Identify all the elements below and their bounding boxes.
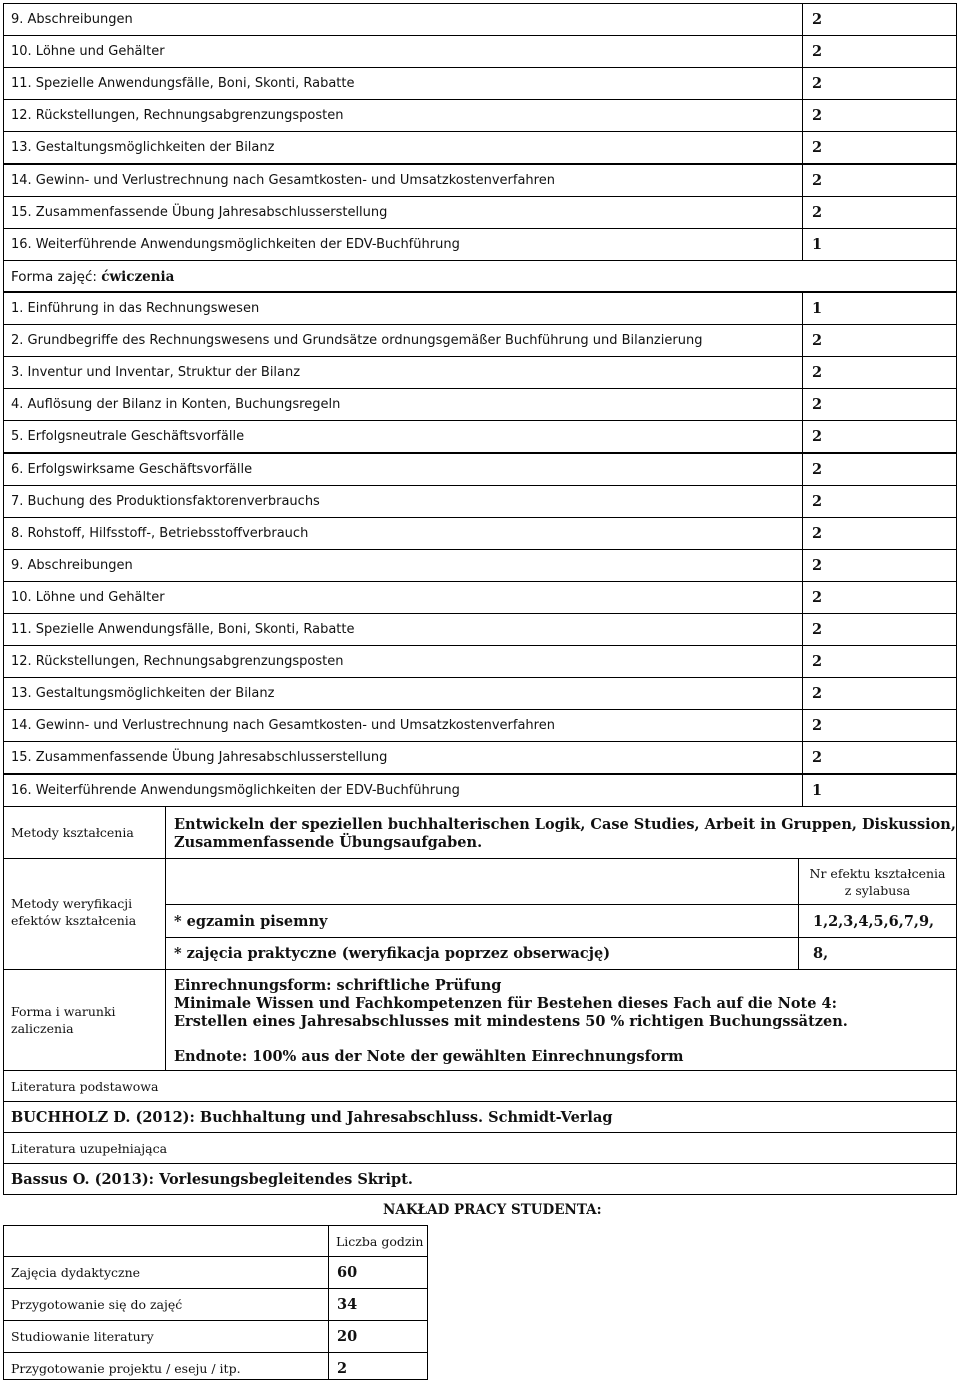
topic-row [3, 388, 803, 421]
topic-row [3, 3, 803, 36]
topic-hours: 2 [812, 11, 823, 28]
topic-title: 9. Abschreibungen [11, 12, 133, 27]
topic-hours-cell [802, 420, 957, 453]
topic-title: 12. Rückstellungen, Rechnungsabgrenzungsposten [11, 654, 344, 670]
topic-row [3, 164, 803, 197]
topic-row [3, 709, 803, 742]
topic-row [3, 420, 803, 453]
topic-hours: 2 [812, 717, 823, 735]
topic-hours: 2 [812, 685, 823, 703]
topic-title: 4. Auflösung der Bilanz in Konten, Buchungsregeln [11, 397, 341, 413]
topic-hours-cell [802, 709, 957, 742]
naklad-header-label-cell [3, 1225, 329, 1257]
topic-row [3, 356, 803, 389]
topic-title: 14. Gewinn- und Verlustrechnung nach Gesamtkosten- und Umsatzkostenverfahren [11, 172, 555, 188]
topic-hours: 1 [812, 781, 823, 799]
literatura-uzupelniajaca-label-row [3, 1132, 957, 1164]
topic-row [3, 549, 803, 582]
topic-row [3, 453, 803, 486]
topic-hours-cell [802, 517, 957, 550]
weryfikacja-label-1: Metody weryfikacji [11, 896, 133, 911]
topic-row [3, 774, 803, 807]
weryfikacja-nr-header-cell [798, 858, 957, 905]
topic-hours: 2 [812, 43, 823, 61]
topic-hours: 2 [812, 749, 823, 767]
naklad-row-label-cell [3, 1288, 329, 1321]
zaliczenie-label-2: zaliczenia [11, 1021, 74, 1036]
topic-row [3, 228, 803, 261]
naklad-row-value: 34 [337, 1296, 358, 1313]
naklad-row-value-cell [328, 1320, 428, 1353]
naklad-row-value: 60 [337, 1264, 358, 1281]
weryfikacja-method-1: * egzamin pisemny [174, 913, 328, 930]
topic-row [3, 131, 803, 164]
topic-hours-cell [802, 67, 957, 100]
naklad-row-label-cell [3, 1256, 329, 1289]
forma-zajec-label: Forma zajęć: [11, 269, 102, 285]
topic-hours: 2 [812, 364, 823, 382]
topic-hours-cell [802, 581, 957, 614]
topic-hours: 2 [812, 524, 823, 542]
topic-hours: 2 [812, 107, 823, 125]
weryfikacja-nr-praktyczne-cell [798, 937, 957, 970]
zaliczenie-line-2: Minimale Wissen und Fachkompetenzen für Bestehen dieses Fach auf die Note 4: [174, 995, 837, 1012]
literatura-podstawowa-row [3, 1101, 957, 1133]
topic-hours: 1 [812, 235, 823, 253]
topic-hours-cell [802, 549, 957, 582]
naklad-title: NAKŁAD PRACY STUDENTA: [383, 1202, 602, 1218]
naklad-row-label: Przygotowanie się do zajęć [11, 1297, 183, 1312]
metody-ksztalcenia-label: Metody kształcenia [11, 825, 134, 840]
topic-title: 1. Einführung in das Rechnungswesen [11, 301, 260, 316]
topic-title: 15. Zusammenfassende Übung Jahresabschlusserstellung [11, 204, 388, 220]
topic-hours: 2 [812, 428, 823, 446]
naklad-header-hours-cell [328, 1225, 428, 1257]
topic-hours-cell [802, 645, 957, 678]
weryfikacja-label-cell [3, 858, 166, 970]
topic-row [3, 517, 803, 550]
topic-row [3, 677, 803, 710]
zaliczenie-line-4: Endnote: 100% aus der Note der gewählten Einrechnungsform [174, 1048, 684, 1065]
naklad-row-value: 20 [337, 1328, 358, 1345]
topic-row [3, 741, 803, 774]
metody-ksztalcenia-content-cell [165, 806, 957, 859]
weryfikacja-label-2: efektów kształcenia [11, 913, 137, 928]
topic-title: 5. Erfolgsneutrale Geschäftsvorfälle [11, 429, 245, 445]
zaliczenie-label-cell [3, 969, 166, 1071]
topic-title: 3. Inventur und Inventar, Struktur der Bilanz [11, 365, 301, 381]
zaliczenie-label-1: Forma i warunki [11, 1004, 116, 1019]
metody-line-1: Entwickeln der speziellen buchhalterischen Logik, Case Studies, Arbeit in Gruppen, Diskussion, [174, 816, 956, 833]
topic-hours: 2 [812, 332, 823, 350]
weryfikacja-nr-1: 1,2,3,4,5,6,7,9, [813, 913, 935, 930]
naklad-row-label-cell [3, 1352, 329, 1380]
topic-hours-cell [802, 99, 957, 132]
topic-hours: 2 [812, 556, 823, 574]
topic-hours: 2 [812, 621, 823, 638]
forma-zajec-value: ćwiczenia [101, 269, 175, 285]
topic-hours-cell [802, 388, 957, 421]
topic-title: 9. Abschreibungen [11, 557, 133, 573]
topic-hours: 2 [812, 492, 823, 510]
naklad-row-label: Studiowanie literatury [11, 1329, 154, 1344]
literatura-uzupelniajaca: Bassus O. (2013): Vorlesungsbegleitendes Skript. [11, 1171, 413, 1188]
topic-hours-cell [802, 356, 957, 389]
topic-hours-cell [802, 228, 957, 261]
naklad-row-label-cell [3, 1320, 329, 1353]
topic-hours-cell [802, 131, 957, 164]
topic-title: 8. Rohstoff, Hilfsstoff-, Betriebsstoffverbrauch [11, 525, 309, 541]
topic-hours-cell [802, 164, 957, 197]
topic-title: 14. Gewinn- und Verlustrechnung nach Gesamtkosten- und Umsatzkostenverfahren [11, 718, 555, 734]
literatura-uzupelniajaca-row [3, 1163, 957, 1195]
zaliczenie-line-1: Einrechnungsform: schriftliche Prüfung [174, 977, 502, 994]
topic-hours-cell [802, 741, 957, 774]
topic-hours-cell [802, 324, 957, 357]
weryfikacja-method-2: * zajęcia praktyczne (weryfikacja poprzez obserwację) [174, 945, 611, 962]
topic-hours: 2 [812, 653, 823, 671]
topic-row [3, 613, 803, 646]
topic-title: 10. Löhne und Gehälter [11, 44, 165, 60]
topic-hours: 1 [812, 300, 823, 317]
forma-zajec-row [3, 260, 957, 292]
topic-title: 13. Gestaltungsmöglichkeiten der Bilanz [11, 140, 275, 156]
topic-row [3, 67, 803, 100]
topic-title: 6. Erfolgswirksame Geschäftsvorfälle [11, 461, 253, 477]
naklad-row-value-cell [328, 1256, 428, 1289]
topic-hours: 2 [812, 203, 823, 221]
naklad-row-value: 2 [337, 1360, 348, 1377]
topic-row [3, 35, 803, 68]
topic-title: 2. Grundbegriffe des Rechnungswesens und Grundsätze ordnungsgemäßer Buchführung und Bilanzierung [11, 333, 703, 349]
topic-hours-cell [802, 453, 957, 486]
topic-hours-cell [802, 677, 957, 710]
weryfikacja-row-praktyczne [165, 937, 799, 970]
topic-title: 7. Buchung des Produktionsfaktorenverbrauchs [11, 493, 320, 509]
topic-row [3, 196, 803, 229]
topic-row [3, 581, 803, 614]
topic-hours: 2 [812, 460, 823, 478]
literatura-podstawowa-label: Literatura podstawowa [11, 1079, 159, 1094]
topic-title: 11. Spezielle Anwendungsfälle, Boni, Skonti, Rabatte [11, 76, 355, 92]
literatura-podstawowa-label-row [3, 1070, 957, 1102]
liczba-godzin-header: Liczba godzin [336, 1234, 424, 1249]
topic-hours-cell [802, 485, 957, 518]
zaliczenie-line-3: Erstellen eines Jahresabschlusses mit mindestens 50 % richtigen Buchungssätzen. [174, 1013, 848, 1030]
topic-title: 11. Spezielle Anwendungsfälle, Boni, Skonti, Rabatte [11, 622, 355, 637]
topic-title: 15. Zusammenfassende Übung Jahresabschlusserstellung [11, 750, 388, 766]
nr-efektu-header-2: z sylabusa [844, 883, 911, 898]
topic-title: 10. Löhne und Gehälter [11, 589, 165, 605]
topic-hours-cell [802, 196, 957, 229]
topic-hours: 2 [812, 396, 823, 414]
nr-efektu-header-1: Nr efektu kształcenia [809, 866, 946, 881]
topic-hours-cell [802, 774, 957, 807]
zaliczenie-content-cell [165, 969, 957, 1071]
weryfikacja-nr-egzamin-cell [798, 904, 957, 938]
literatura-uzupelniajaca-label: Literatura uzupełniająca [11, 1141, 168, 1156]
metody-line-2: Zusammenfassende Übungsaufgaben. [174, 834, 483, 851]
weryfikacja-row-egzamin [165, 904, 799, 938]
naklad-row-label: Zajęcia dydaktyczne [11, 1265, 141, 1280]
topic-row [3, 324, 803, 357]
topic-hours: 2 [812, 75, 823, 93]
topic-hours: 2 [812, 139, 823, 157]
topic-hours-cell [802, 35, 957, 68]
topic-title: 16. Weiterführende Anwendungsmöglichkeiten der EDV-Buchführung [11, 236, 460, 252]
naklad-row-value-cell [328, 1288, 428, 1321]
literatura-podstawowa: BUCHHOLZ D. (2012): Buchhaltung und Jahresabschluss. Schmidt-Verlag [11, 1109, 613, 1126]
syllabus-page [3, 3, 957, 1384]
weryfikacja-header-spacer [165, 858, 799, 905]
naklad-row-label: Przygotowanie projektu / eseju / itp. [11, 1361, 241, 1376]
topic-hours-cell [802, 292, 957, 325]
topic-hours-cell [802, 613, 957, 646]
topic-hours: 2 [812, 171, 823, 189]
topic-row [3, 292, 803, 325]
weryfikacja-nr-2: 8, [813, 945, 829, 962]
metody-ksztalcenia-label-cell [3, 806, 166, 859]
naklad-row-value-cell [328, 1352, 428, 1380]
topic-title: 13. Gestaltungsmöglichkeiten der Bilanz [11, 686, 275, 702]
topic-hours-cell [802, 3, 957, 36]
topic-hours: 2 [812, 588, 823, 606]
topic-row [3, 485, 803, 518]
topic-row [3, 99, 803, 132]
topic-title: 16. Weiterführende Anwendungsmöglichkeiten der EDV-Buchführung [11, 782, 460, 798]
topic-title: 12. Rückstellungen, Rechnungsabgrenzungsposten [11, 108, 344, 124]
topic-row [3, 645, 803, 678]
